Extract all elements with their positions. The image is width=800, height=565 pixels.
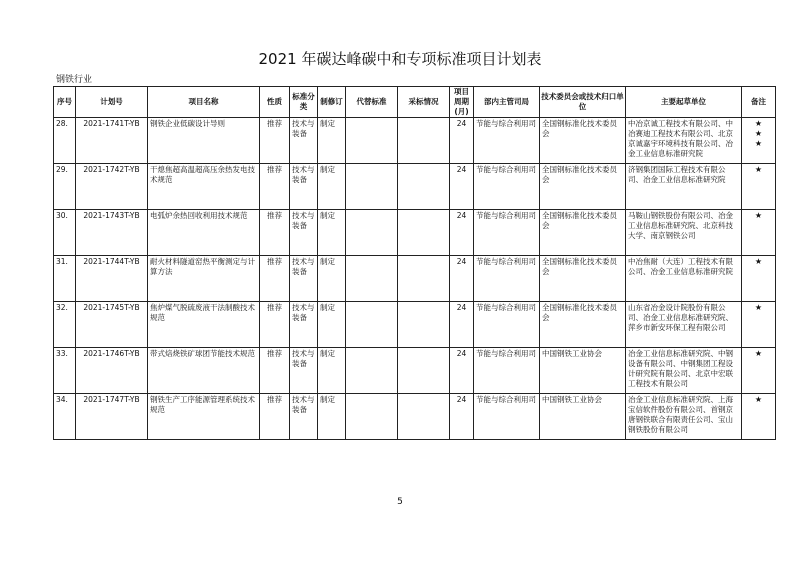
cell-units: 中冶焦耐（大连）工程技术有限公司、冶金工业信息标准研究院 [626, 256, 742, 302]
cell-tc: 中国钢铁工业协会 [540, 348, 626, 394]
cell-tc: 中国钢铁工业协会 [540, 394, 626, 440]
cell-dept: 节能与综合利用司 [474, 118, 540, 164]
cell-period: 24 [450, 348, 474, 394]
table-row [54, 118, 776, 164]
cell-cat: 技术与装备 [290, 348, 318, 394]
cell-adopt [398, 394, 450, 440]
table-body [54, 118, 776, 440]
cell-period: 24 [450, 118, 474, 164]
cell-dept: 节能与综合利用司 [474, 394, 540, 440]
cell-rev: 制定 [318, 348, 346, 394]
cell-units: 山东省冶金设计院股份有限公司、冶金工业信息标准研究院、萍乡市新安环保工程有限公司 [626, 302, 742, 348]
cell-nature: 推荐 [260, 118, 290, 164]
cell-tc: 全国钢标准化技术委员会 [540, 210, 626, 256]
cell-rev: 制定 [318, 394, 346, 440]
cell-replace [346, 302, 398, 348]
column-header: 计划号 [76, 87, 148, 118]
cell-nature: 推荐 [260, 348, 290, 394]
cell-no: 33. [54, 348, 76, 394]
cell-note: ★ [742, 210, 776, 256]
cell-nature: 推荐 [260, 394, 290, 440]
cell-plan: 2021-1743T-YB [76, 210, 148, 256]
cell-rev: 制定 [318, 256, 346, 302]
column-header: 性质 [260, 87, 290, 118]
table-row [54, 302, 776, 348]
cell-name: 钢铁生产工序能源管理系统技术规范 [148, 394, 260, 440]
cell-no: 32. [54, 302, 76, 348]
cell-period: 24 [450, 256, 474, 302]
cell-nature: 推荐 [260, 164, 290, 210]
cell-no: 34. [54, 394, 76, 440]
cell-adopt [398, 210, 450, 256]
cell-name: 带式焙烧铁矿球团节能技术规范 [148, 348, 260, 394]
cell-period: 24 [450, 394, 474, 440]
cell-nature: 推荐 [260, 210, 290, 256]
cell-plan: 2021-1746T-YB [76, 348, 148, 394]
column-header: 部内主管司局 [474, 87, 540, 118]
cell-note: ★ [742, 302, 776, 348]
cell-name: 耐火材料隧道窑热平衡测定与计算方法 [148, 256, 260, 302]
cell-units: 冶金工业信息标准研究院、中钢设备有限公司、中钢集团工程设计研究院有限公司、北京中宏联工程技术有限公司 [626, 348, 742, 394]
cell-replace [346, 118, 398, 164]
cell-replace [346, 256, 398, 302]
cell-dept: 节能与综合利用司 [474, 348, 540, 394]
cell-cat: 技术与装备 [290, 164, 318, 210]
table-row [54, 348, 776, 394]
table-header-row [54, 87, 776, 118]
cell-note: ★ [742, 348, 776, 394]
cell-dept: 节能与综合利用司 [474, 164, 540, 210]
table-row [54, 210, 776, 256]
cell-no: 31. [54, 256, 76, 302]
cell-note: ★ [742, 394, 776, 440]
cell-adopt [398, 256, 450, 302]
cell-plan: 2021-1747T-YB [76, 394, 148, 440]
cell-adopt [398, 348, 450, 394]
cell-name: 焦炉煤气脱硫废液干法制酸技术规范 [148, 302, 260, 348]
cell-name: 电弧炉余热回收利用技术规范 [148, 210, 260, 256]
cell-adopt [398, 118, 450, 164]
cell-tc: 全国钢标准化技术委员会 [540, 302, 626, 348]
page-number: 5 [397, 497, 403, 507]
cell-plan: 2021-1745T-YB [76, 302, 148, 348]
cell-cat: 技术与装备 [290, 302, 318, 348]
cell-units: 冶金工业信息标准研究院、上海宝信软件股份有限公司、首钢京唐钢铁联合有限责任公司、宝山钢铁股份有限公司 [626, 394, 742, 440]
cell-replace [346, 210, 398, 256]
cell-adopt [398, 302, 450, 348]
cell-nature: 推荐 [260, 302, 290, 348]
column-header: 备注 [742, 87, 776, 118]
cell-cat: 技术与装备 [290, 394, 318, 440]
cell-replace [346, 348, 398, 394]
cell-replace [346, 164, 398, 210]
cell-units: 马鞍山钢铁股份有限公司、冶金工业信息标准研究院、北京科技大学、南京钢铁公司 [626, 210, 742, 256]
cell-period: 24 [450, 210, 474, 256]
cell-period: 24 [450, 164, 474, 210]
cell-rev: 制定 [318, 118, 346, 164]
cell-rev: 制定 [318, 302, 346, 348]
cell-units: 中冶京诚工程技术有限公司、中冶赛迪工程技术有限公司、北京京诚嘉宇环境科技有限公司、冶金工业信息标准研究院 [626, 118, 742, 164]
cell-no: 28. [54, 118, 76, 164]
column-header: 采标情况 [398, 87, 450, 118]
column-header: 技术委员会或技术归口单位 [540, 87, 626, 118]
column-header: 标准分类 [290, 87, 318, 118]
cell-units: 济钢集团国际工程技术有限公司、冶金工业信息标准研究院 [626, 164, 742, 210]
cell-no: 30. [54, 210, 76, 256]
column-header: 项目名称 [148, 87, 260, 118]
page-title: 2021 年碳达峰碳中和专项标准项目计划表 [258, 50, 542, 68]
table-row [54, 256, 776, 302]
column-header: 主要起草单位 [626, 87, 742, 118]
cell-name: 干熄焦超高温超高压余热发电技术规范 [148, 164, 260, 210]
cell-plan: 2021-1744T-YB [76, 256, 148, 302]
cell-tc: 全国钢标准化技术委员会 [540, 118, 626, 164]
cell-nature: 推荐 [260, 256, 290, 302]
cell-plan: 2021-1742T-YB [76, 164, 148, 210]
column-header: 制修订 [318, 87, 346, 118]
column-header: 序号 [54, 87, 76, 118]
cell-dept: 节能与综合利用司 [474, 256, 540, 302]
standards-table [53, 86, 776, 440]
cell-no: 29. [54, 164, 76, 210]
cell-adopt [398, 164, 450, 210]
cell-cat: 技术与装备 [290, 256, 318, 302]
table-row [54, 164, 776, 210]
cell-cat: 技术与装备 [290, 210, 318, 256]
cell-rev: 制定 [318, 164, 346, 210]
table-row [54, 394, 776, 440]
cell-dept: 节能与综合利用司 [474, 302, 540, 348]
cell-replace [346, 394, 398, 440]
cell-period: 24 [450, 302, 474, 348]
section-label: 钢铁行业 [56, 75, 93, 85]
column-header: 项目周期(月) [450, 87, 474, 118]
cell-note: ★ [742, 164, 776, 210]
cell-rev: 制定 [318, 210, 346, 256]
cell-tc: 全国钢标准化技术委员会 [540, 164, 626, 210]
cell-note: ★ ★ ★ [742, 118, 776, 164]
cell-dept: 节能与综合利用司 [474, 210, 540, 256]
column-header: 代替标准 [346, 87, 398, 118]
cell-note: ★ [742, 256, 776, 302]
cell-plan: 2021-1741T-YB [76, 118, 148, 164]
cell-name: 钢铁企业低碳设计导则 [148, 118, 260, 164]
cell-cat: 技术与装备 [290, 118, 318, 164]
cell-tc: 全国钢标准化技术委员会 [540, 256, 626, 302]
